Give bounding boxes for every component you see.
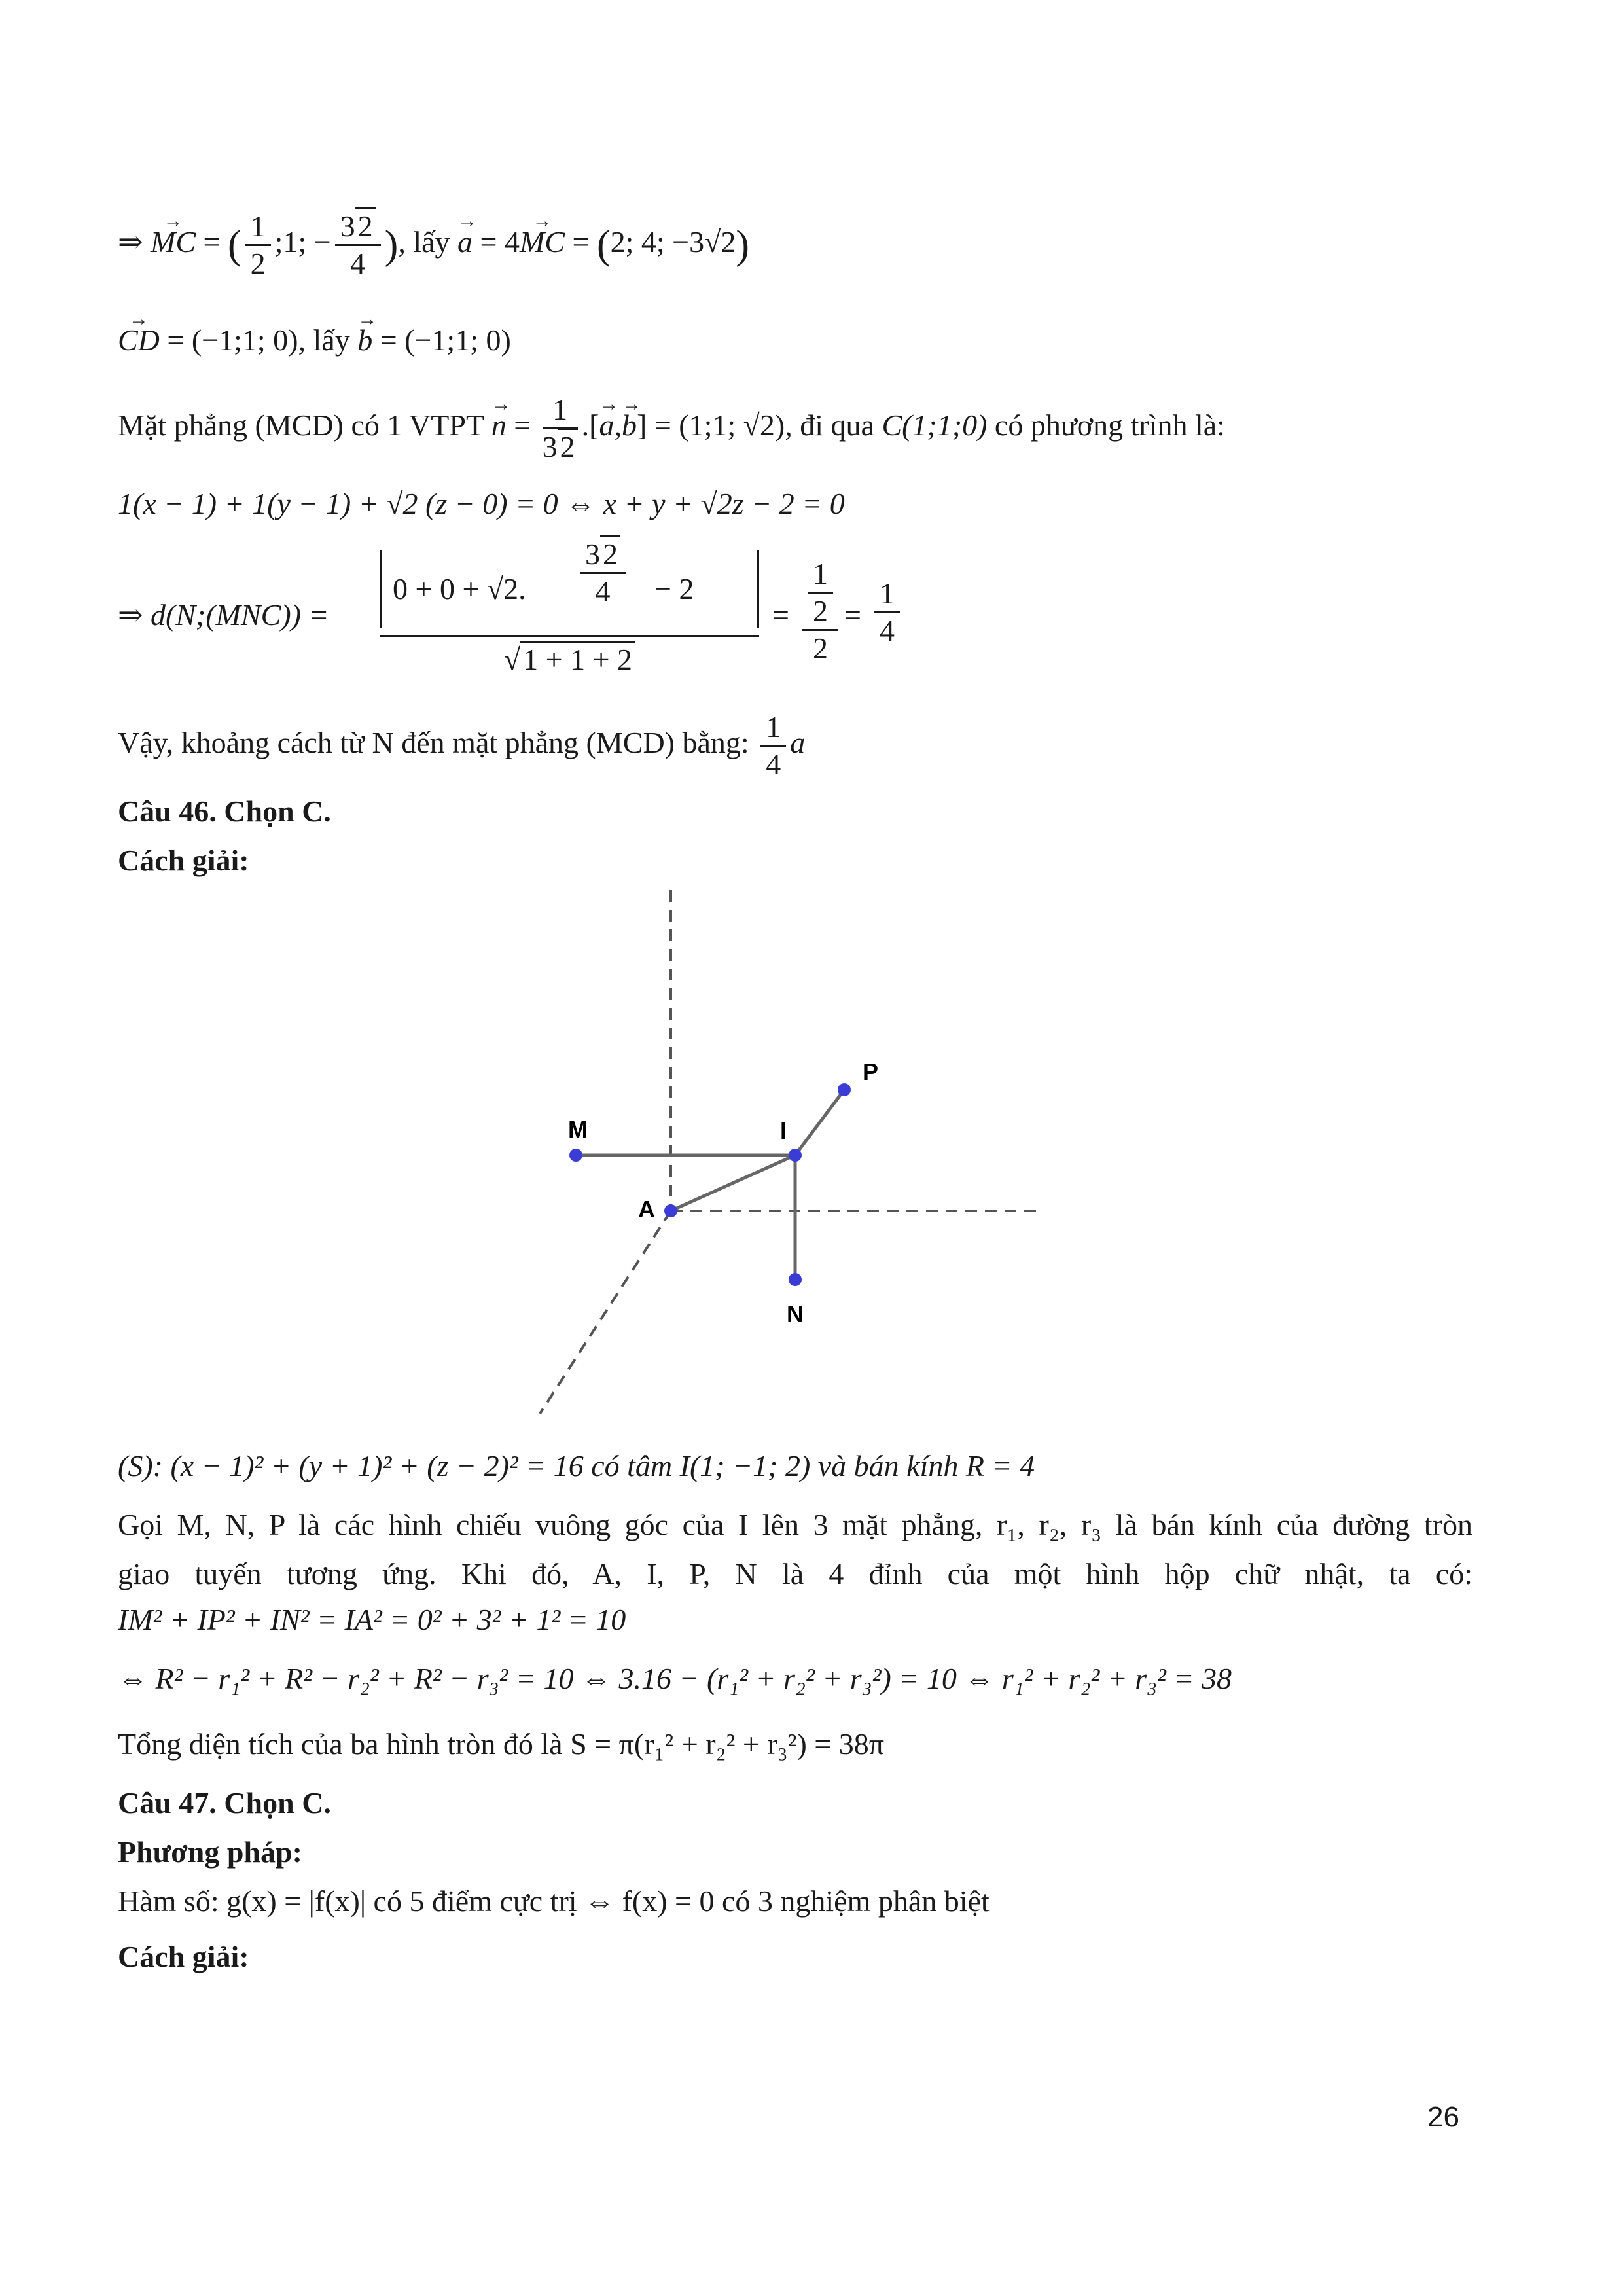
q46-heading: Câu 46. Chọn C.	[118, 795, 331, 828]
segment-ip	[795, 1090, 844, 1155]
label-m: M	[568, 1116, 588, 1143]
normal-result: 1;1; √2	[688, 408, 775, 442]
point-m	[569, 1149, 582, 1162]
q46-eq2: ⇔ R² − r₁² + R² − r₂² + R² − r₃² = 10 ⇔ 3.16 − (r₁² + r₂² + r₃²) = 10 ⇔ r₁² + r₂² + r₃² = 38	[118, 1662, 1232, 1695]
sphere-equation: (S): (x − 1)² + (y + 1)² + (z − 2)² = 16 có tâm I(1; −1; 2) và bán kính R = 4	[118, 1449, 1035, 1482]
box-diagram	[510, 877, 1099, 1433]
point-a	[664, 1204, 677, 1217]
mc-vector-result: 2; 4; −3√2	[610, 225, 736, 259]
lay-word-1: lấy	[413, 225, 450, 259]
plane-lead-text: Mặt phẳng (MCD) có 1 VTPT	[118, 408, 484, 442]
vector-mc-2: → MC	[520, 196, 565, 288]
vector-mc: → MC	[151, 196, 196, 288]
fraction-half-over-2: $\frac{\frac{1}{2}}{2}$	[802, 556, 838, 666]
distance-lhs: ⇒ d(N;(MNC)) =	[118, 598, 329, 632]
lay-word-2: lấy	[313, 323, 350, 357]
label-a: A	[638, 1196, 655, 1223]
vector-b-2: → b	[622, 380, 637, 471]
fraction-3sqrt2-over-4: $\frac{32}{4}$	[335, 209, 381, 281]
vector-cd: → CD	[118, 317, 160, 363]
fraction-1-over-3sqrt2: $\frac{1}{32}$	[543, 392, 578, 465]
q46-area: Tổng diện tích của ba hình tròn đó là S = π(r₁² + r₂² + r₃²) = 38π	[118, 1727, 884, 1761]
cd-vector-line: → CD = (−1;1; 0), lấy → b = (−1;1; 0)	[118, 317, 1472, 363]
point-c: C(1;1;0)	[882, 408, 988, 442]
q46-eq1: IM² + IP² + IN² = IA² = 0² + 3² + 1² = 10	[118, 1603, 626, 1636]
depth-axis	[540, 1211, 671, 1414]
cd-vector-value: −1;1; 0	[202, 323, 289, 357]
distance-formula: ⇒ d(N;(MNC)) = 0 + 0 + √2. $\frac{32}{4}$ − 2 √1 + 1 + 2 = $\frac{\frac{1}{2}}{2}$ = $\frac{1}{4}$	[118, 537, 1472, 694]
distance-fraction: 0 + 0 + √2. $\frac{32}{4}$ − 2 √1 + 1 + 2	[380, 537, 759, 683]
point-n	[789, 1273, 802, 1286]
conclusion-fraction: $\frac{1}{4}$	[760, 709, 786, 782]
vector-a-2: → a	[599, 380, 615, 471]
q46-method-label: Cách giải:	[118, 844, 249, 877]
vector-n: → n	[491, 380, 507, 471]
vector-a: → a	[457, 196, 473, 288]
segment-ai	[671, 1155, 795, 1211]
page-number: 26	[1427, 2101, 1459, 2133]
conclusion-text: Vậy, khoảng cách từ N đến mặt phẳng (MCD) bằng:	[118, 726, 749, 759]
fraction-half: $\frac{1}{2}$	[245, 209, 271, 281]
b-vector-value: −1;1; 0	[414, 323, 501, 357]
vector-b: → b	[357, 317, 372, 363]
mc-vector-line: ⇒ → MC = ( $\frac{1}{2}$ ;1; − $\frac{32}{4}$ ), lấy → a = 4→ MC = (2; 4; −3√2)	[118, 196, 1472, 288]
plane-tail-text: có phương trình là:	[994, 408, 1225, 442]
q47-solution-label: Cách giải:	[118, 1940, 249, 1973]
label-p: P	[863, 1058, 879, 1085]
q47-method-text: Hàm số: g(x) = |f(x)| có 5 điểm cực trị ⇔ f(x) = 0 có 3 nghiệm phân biệt	[118, 1884, 990, 1918]
label-i: I	[780, 1117, 787, 1144]
point-p	[838, 1083, 851, 1096]
conclusion-line: Vậy, khoảng cách từ N đến mặt phẳng (MCD) bằng: $\frac{1}{4}$ a	[118, 709, 806, 781]
q47-heading: Câu 47. Chọn C.	[118, 1786, 331, 1820]
via-text: đi qua	[800, 408, 874, 442]
point-i	[789, 1149, 802, 1162]
label-n: N	[787, 1300, 804, 1327]
plane-normal-line: Mặt phẳng (MCD) có 1 VTPT → n = $\frac{1}{32}$ .[→ a,→ b] = (1;1; √2), đi qua C(1;1;0) có phương trình là:	[118, 380, 1472, 471]
plane-equation: 1(x − 1) + 1(y − 1) + √2 (z − 0) = 0 ⇔ x + y + √2z − 2 = 0	[118, 487, 845, 520]
q46-para1: Gọi M, N, P là các hình chiếu vuông góc của I lên 3 mặt phẳng, r₁, r₂, r₃ là bán kính của đường tròn	[118, 1508, 1472, 1541]
q46-para2: giao tuyến tương ứng. Khi đó, A, I, P, N là 4 đỉnh của một hình hộp chữ nhật, ta có:	[118, 1557, 1472, 1590]
fraction-quarter: $\frac{1}{4}$	[874, 576, 900, 649]
q47-method-label: Phương pháp:	[118, 1835, 302, 1869]
